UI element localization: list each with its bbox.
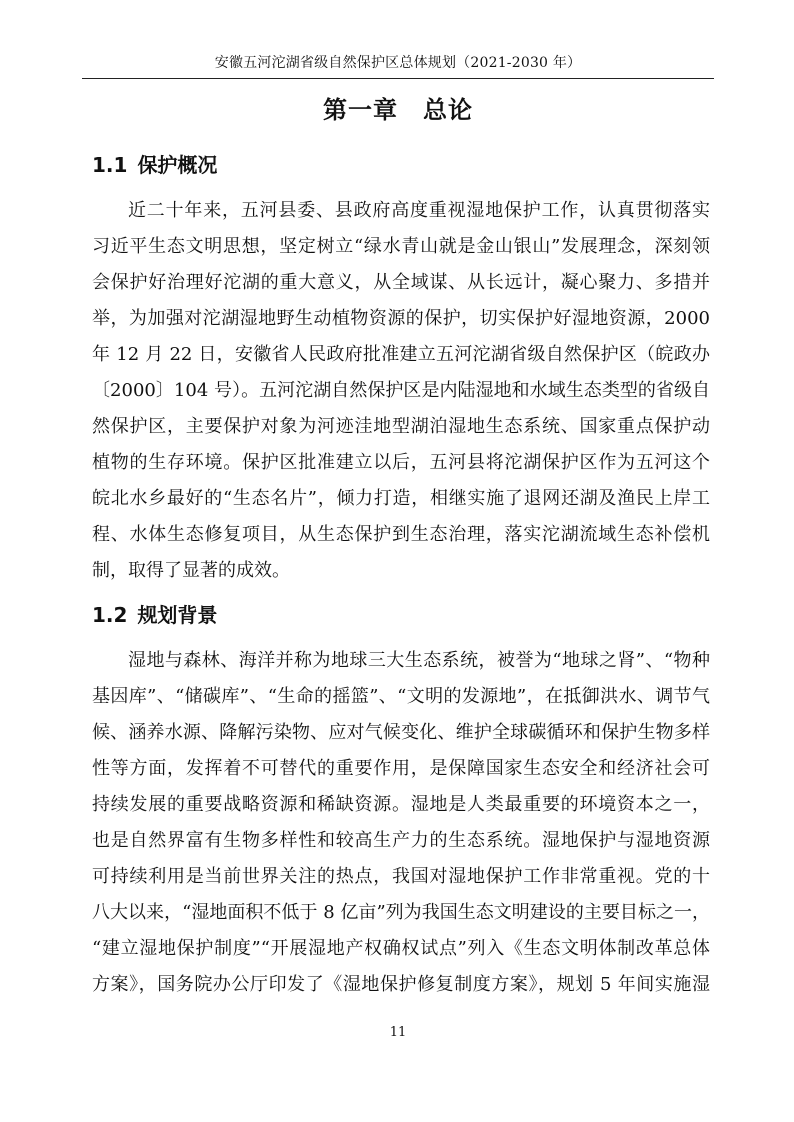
paragraph-line: 皖北水乡最好的“生态名片”，倾力打造，相继实施了退网还湖及渔民上岸工 [92,488,710,509]
paragraph-line: 候、涵养水源、降解污染物、应对气候变化、维护全球碳循环和保护生物多样 [92,722,710,743]
paragraph-line: 年 12 月 22 日，安徽省人民政府批准建立五河沱湖省级自然保护区（皖政办 [92,344,710,365]
paragraph-line: 持续发展的重要战略资源和稀缺资源。湿地是人类最重要的环境资本之一， [92,794,710,815]
paragraph-line: 基因库”、“储碳库”、“生命的摇篮”、“文明的发源地”，在抵御洪水、调节气 [92,686,710,707]
paragraph-line: 习近平生态文明思想，坚定树立“绿水青山就是金山银山”发展理念，深刻领 [92,236,710,257]
section-heading-1-2 [92,600,217,630]
paragraph-line: 会保护好治理好沱湖的重大意义，从全域谋、从长远计，凝心聚力、多措并 [92,272,710,293]
paragraph-line: 近二十年来，五河县委、县政府高度重视湿地保护工作，认真贯彻落实 [128,200,710,221]
section-title: 规划背景 [137,603,218,627]
paragraph-line: 八大以来，“湿地面积不低于 8 亿亩”列为我国生态文明建设的主要目标之一， [92,902,710,923]
section-number: 1.1 [92,153,128,177]
chapter-title: 第一章 总论 [323,96,473,124]
paragraph-line: 举，为加强对沱湖湿地野生动植物资源的保护，切实保护好湿地资源，2000 [92,308,710,329]
header-rule [82,78,714,79]
paragraph-line: 可持续利用是当前世界关注的热点，我国对湿地保护工作非常重视。党的十 [92,866,710,887]
running-header: 安徽五河沱湖省级自然保护区总体规划（2021-2030 年） [214,55,582,71]
paragraph-line: 然保护区，主要保护对象为河迹洼地型湖泊湿地生态系统、国家重点保护动 [92,416,710,437]
paragraph-line: 也是自然界富有生物多样性和较高生产力的生态系统。湿地保护与湿地资源 [92,830,710,851]
paragraph-line: 性等方面，发挥着不可替代的重要作用，是保障国家生态安全和经济社会可 [92,758,710,779]
paragraph-line: “建立湿地保护制度”“开展湿地产权确权试点”列入《生态文明体制改革总体 [92,938,710,959]
paragraph-line: 〔2000〕104 号）。五河沱湖自然保护区是内陆湿地和水域生态类型的省级自 [92,380,710,401]
paragraph-line: 方案》，国务院办公厅印发了《湿地保护修复制度方案》，规划 5 年间实施湿 [92,974,710,995]
paragraph-line: 程、水体生态修复项目，从生态保护到生态治理，落实沱湖流域生态补偿机 [92,524,710,545]
section-number: 1.2 [92,603,128,627]
section-heading-1-1 [92,150,217,180]
paragraph-line: 湿地与森林、海洋并称为地球三大生态系统，被誉为“地球之肾”、“物种 [128,650,710,671]
paragraph-line: 植物的生存环境。保护区批准建立以后，五河县将沱湖保护区作为五河这个 [92,452,710,473]
section-title: 保护概况 [137,153,218,177]
page-number: 11 [389,1025,407,1040]
paragraph-line: 制，取得了显著的成效。 [92,560,290,581]
